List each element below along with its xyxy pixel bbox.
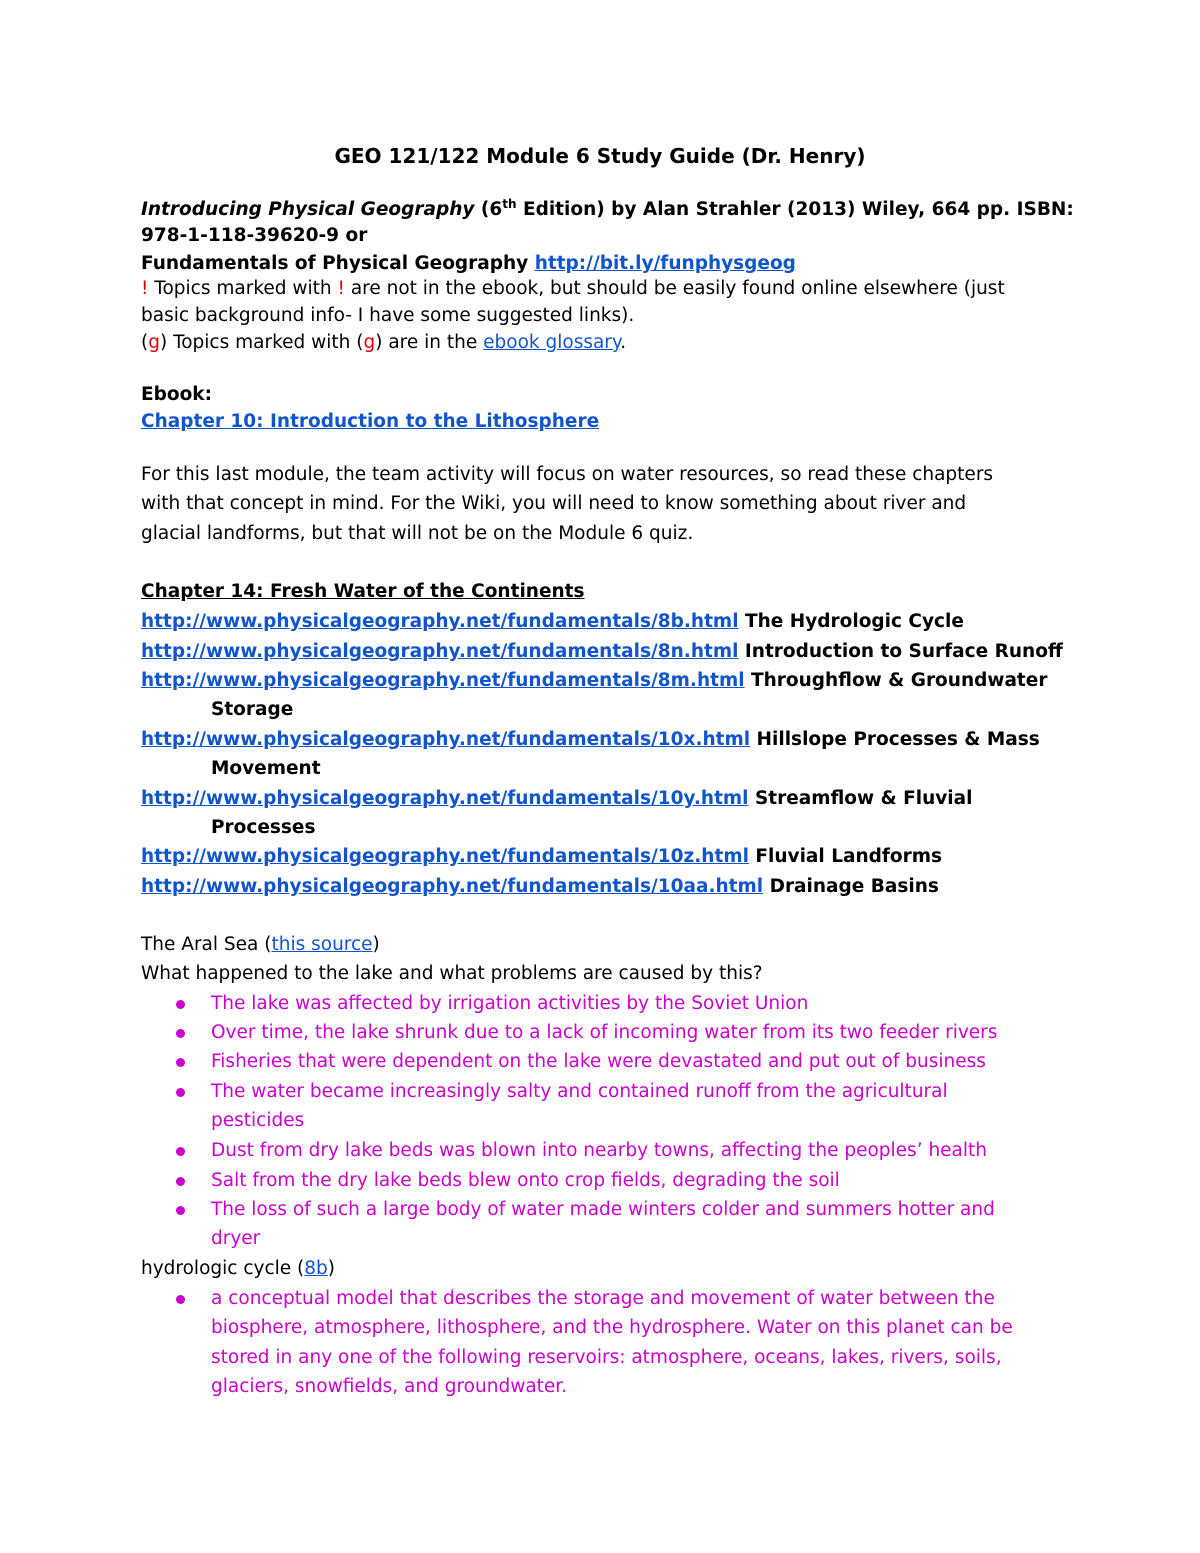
answer-bullet: The loss of such a large body of water made winters colder and summers hotter and — [211, 1199, 995, 1220]
chapter-14-heading: Chapter 14: Fresh Water of the Continents — [141, 581, 585, 602]
answer-bullet: Fisheries that were dependent on the lake were devastated and put out of business — [211, 1051, 986, 1072]
bullet-dot — [176, 1295, 185, 1304]
answer-bullet: The water became increasingly salty and contained runoff from the agricultural — [211, 1081, 948, 1102]
resource-link[interactable]: http://www.physicalgeography.net/fundamentals/10x.html — [141, 729, 751, 750]
resource-link[interactable]: http://www.physicalgeography.net/fundamentals/8b.html — [141, 611, 739, 632]
resource-label: Drainage Basins — [763, 876, 939, 897]
resource-label: Hillslope Processes & Mass — [750, 729, 1040, 750]
answer-bullet-cont: dryer — [211, 1228, 261, 1249]
isbn-line: 978-1-118-39620-9 or — [141, 225, 368, 246]
exclamation-note-cont: basic background info- I have some suggested links). — [141, 305, 635, 326]
resource-line — [141, 843, 942, 871]
resource-line — [141, 667, 1047, 695]
glossary-note — [141, 329, 626, 357]
bullet-dot — [176, 1088, 185, 1097]
bullet-dot — [176, 1206, 185, 1215]
g-text-2: ) are in the — [375, 332, 484, 353]
answer-bullet: Salt from the dry lake beds blew onto crop fields, degrading the soil — [211, 1170, 840, 1191]
g-marker-inline: g — [363, 332, 376, 353]
chapter-10-link[interactable]: Chapter 10: Introduction to the Lithosphere — [141, 411, 600, 432]
aral-sea-heading — [141, 931, 380, 959]
excl-marker-inline: ! — [337, 278, 345, 299]
edition-open: (6 — [474, 199, 503, 220]
bullet-dot — [176, 1000, 185, 1009]
page-title: GEO 121/122 Module 6 Study Guide (Dr. Henry) — [334, 144, 866, 168]
edition-sup: th — [502, 196, 517, 211]
aral-intro: The Aral Sea ( — [141, 934, 272, 955]
resource-label-cont: Storage — [211, 699, 294, 720]
definition-line: stored in any one of the following reservoirs: atmosphere, oceans, lakes, rivers, soils, — [211, 1347, 1002, 1368]
intro-line-2: with that concept in mind. For the Wiki, you will need to know something about river and — [141, 493, 967, 514]
hydro-intro: hydrologic cycle ( — [141, 1258, 305, 1279]
g-marker: g — [148, 332, 160, 353]
textbook-citation — [141, 196, 1074, 224]
aral-close: ) — [372, 934, 380, 955]
resource-label-cont: Processes — [211, 817, 316, 838]
hydro-close: ) — [327, 1258, 335, 1279]
definition-line: a conceptual model that describes the storage and movement of water between the — [211, 1288, 995, 1309]
answer-bullet: Over time, the lake shrunk due to a lack of incoming water from its two feeder rivers — [211, 1022, 998, 1043]
resource-label: Streamflow & Fluvial — [748, 788, 973, 809]
answer-bullet-cont: pesticides — [211, 1110, 305, 1131]
resource-label-cont: Movement — [211, 758, 321, 779]
intro-line-3: glacial landforms, but that will not be on the Module 6 quiz. — [141, 523, 694, 544]
resource-link[interactable]: http://www.physicalgeography.net/fundamentals/10aa.html — [141, 876, 764, 897]
intro-line-1: For this last module, the team activity will focus on water resources, so read these chapters — [141, 464, 994, 485]
resource-link[interactable]: http://www.physicalgeography.net/fundamentals/10z.html — [141, 846, 749, 867]
resource-line — [141, 608, 964, 636]
bullet-dot — [176, 1058, 185, 1067]
excl-text-1: Topics marked with — [148, 278, 338, 299]
g-open: ( — [141, 332, 149, 353]
answer-bullet: Dust from dry lake beds was blown into nearby towns, affecting the peoples’ health — [211, 1140, 988, 1161]
g-text-1: ) Topics marked with ( — [159, 332, 364, 353]
resource-line — [141, 726, 1040, 754]
ebook-glossary-link[interactable]: ebook glossary — [483, 332, 621, 353]
excl-text-2: are not in the ebook, but should be easily found online elsewhere (just — [344, 278, 1005, 299]
bullet-dot — [176, 1029, 185, 1038]
definition-line: biosphere, atmosphere, lithosphere, and the hydrosphere. Water on this planet can be — [211, 1317, 1013, 1338]
hydro-8b-link[interactable]: 8b — [304, 1258, 328, 1279]
aral-question: What happened to the lake and what problems are caused by this? — [141, 963, 763, 984]
resource-line — [141, 638, 1063, 666]
bullet-dot — [176, 1177, 185, 1186]
fundamentals-line — [141, 250, 796, 278]
g-end: . — [620, 332, 627, 353]
aral-source-link[interactable]: this source — [271, 934, 373, 955]
definition-line: glaciers, snowfields, and groundwater. — [211, 1376, 568, 1397]
resource-link[interactable]: http://www.physicalgeography.net/fundamentals/10y.html — [141, 788, 749, 809]
fundamentals-link[interactable]: http://bit.ly/funphysgeog — [534, 253, 796, 274]
textbook-title: Introducing Physical Geography — [141, 199, 475, 220]
hydrologic-cycle-heading — [141, 1255, 335, 1283]
bullet-dot — [176, 1147, 185, 1156]
resource-label: Introduction to Surface Runoff — [738, 641, 1063, 662]
resource-line — [141, 873, 939, 901]
excl-marker: ! — [141, 278, 149, 299]
ebook-heading: Ebook: — [141, 384, 213, 405]
answer-bullet: The lake was affected by irrigation activities by the Soviet Union — [211, 993, 809, 1014]
resource-label: Throughflow & Groundwater — [744, 670, 1048, 691]
resource-link[interactable]: http://www.physicalgeography.net/fundamentals/8n.html — [141, 641, 739, 662]
resource-line — [141, 785, 972, 813]
resource-link[interactable]: http://www.physicalgeography.net/fundamentals/8m.html — [141, 670, 745, 691]
resource-label: The Hydrologic Cycle — [738, 611, 964, 632]
fundamentals-label: Fundamentals of Physical Geography — [141, 253, 535, 274]
citation-rest: Edition) by Alan Strahler (2013) Wiley, 664 pp. ISBN: — [516, 199, 1074, 220]
exclamation-note — [141, 275, 1005, 303]
resource-label: Fluvial Landforms — [748, 846, 943, 867]
